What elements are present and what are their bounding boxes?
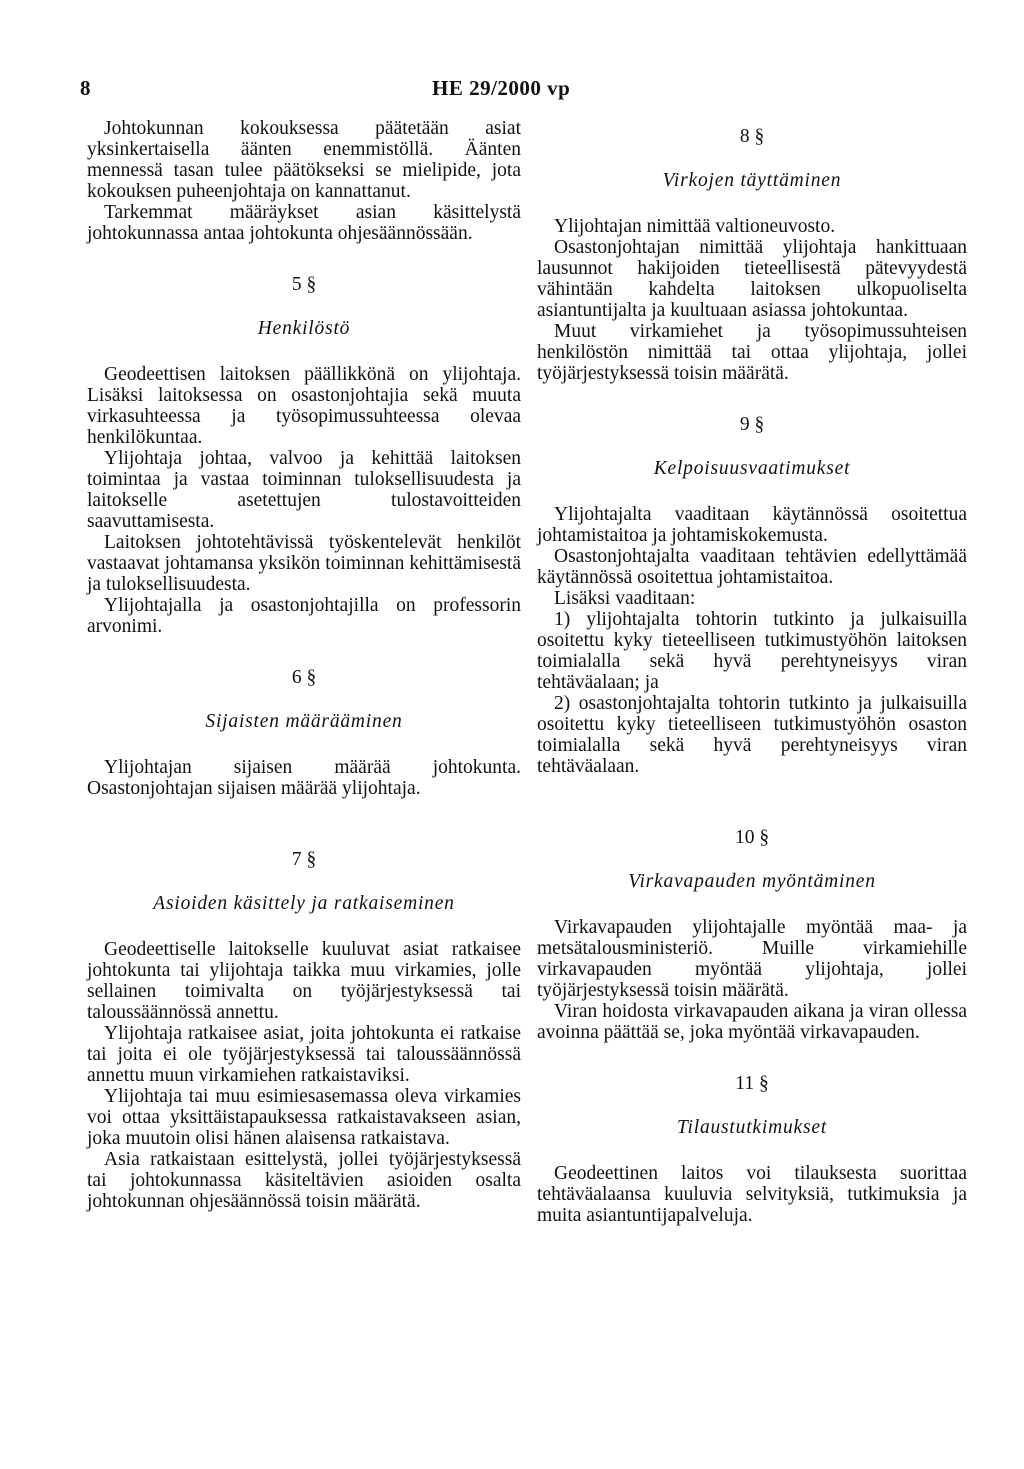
section-number: 9 § [739,414,765,435]
section-title: Asioiden käsittely ja ratkaiseminen [153,893,455,914]
paragraph: Ylijohtajalta vaaditaan käytännössä osoitettua johtamistaitoa ja johtamiskokemusta. [537,504,967,546]
section-title: Virkavapauden myöntäminen [628,871,876,892]
section-6 [87,667,521,732]
paragraph: Ylijohtaja ratkaisee asiat, joita johtokunta ei ratkaise tai joita ei ole työjärjestyksessä tai taloussäännössä annettu muun virkamiehen ratkaistaviksi. [87,1023,521,1086]
section-title: Virkojen täyttäminen [662,170,842,191]
section-number: 8 § [739,126,765,147]
section-number: 10 § [734,827,770,848]
paragraph: Geodeettiselle laitokselle kuuluvat asiat ratkaisee johtokunta tai ylijohtaja taikka muu virkamies, jolle sellainen toimivalta on työjärjestyksessä tai taloussäännössä annettu. [87,939,521,1023]
paragraph: Ylijohtaja johtaa, valvoo ja kehittää laitoksen toimintaa ja vastaa toiminnan tuloksellisuudesta ja laitokselle asetettujen tulostavoitteiden saavuttamisesta. [87,448,521,532]
right-column [537,118,967,1226]
paragraph: Ylijohtajan nimittää valtioneuvosto. [554,216,836,237]
paragraph: Virkavapauden ylijohtajalle myöntää maa- ja metsätalousministeriö. Muille virkamiehille virkavapauden myöntää ylijohtaja, jollei työjärjestyksessä toisin määrätä. [537,917,967,1001]
section-7 [87,849,521,914]
section-title: Kelpoisuusvaatimukset [653,458,851,479]
paragraph: Osastonjohtajalta vaaditaan tehtävien edellyttämää käytännössä osoitettua johtamistaitoa. [537,546,967,588]
paragraph: Laitoksen johtotehtävissä työskentelevät henkilöt vastaavat johtamansa yksikön toiminnan kehittämisestä ja tuloksellisuudesta. [87,532,521,595]
paragraph: Ylijohtaja tai muu esimiesasemassa oleva virkamies voi ottaa yksittäistapauksessa ratkaistavakseen asian, joka muutoin olisi hänen alaisensa ratkaistava. [87,1086,521,1149]
section-5 [87,274,521,339]
paragraph: Geodeettisen laitoksen päällikkönä on ylijohtaja. Lisäksi laitoksessa on osastonjohtajia sekä muuta virkasuhteessa ja työsopimussuhteessa olevaa henkilökuntaa. [87,364,521,448]
paragraph: Lisäksi vaaditaan: [554,588,696,609]
paragraph: Ylijohtajalla ja osastonjohtajilla on professorin arvonimi. [87,595,521,637]
section-number: 7 § [291,849,317,870]
section-9 [537,414,967,479]
section-number: 11 § [735,1073,769,1094]
left-column [87,118,521,1212]
section-11 [537,1073,967,1138]
section-number: 6 § [291,667,317,688]
section-8 [537,126,967,191]
paragraph: Geodeettinen laitos voi tilauksesta suorittaa tehtäväalaansa kuuluvia selvityksiä, tutkimuksia ja muita asiantuntijapalveluja. [537,1163,967,1226]
section-title: Tilaustutkimukset [676,1117,828,1138]
paragraph: Asia ratkaistaan esittelystä, jollei työjärjestyksessä tai johtokunnassa käsiteltävien asioiden osalta johtokunnan ohjesäännössä toisin määrätä. [87,1149,521,1212]
paragraph: Tarkemmat määräykset asian käsittelystä johtokunnassa antaa johtokunta ohjesäännössään. [87,202,521,244]
list-item: 1) ylijohtajalta tohtorin tutkinto ja julkaisuilla osoitettu kyky tieteelliseen tutkimustyöhön laitoksen toimialalla sekä hyvä perehtyneisyys viran tehtäväalaan; ja [537,609,967,693]
paragraph: Osastonjohtajan nimittää ylijohtaja hankittuaan lausunnot hakijoiden tieteellisestä pätevyydestä vähintään kahdelta laitoksen ulkopuoliselta asiantuntijalta ja kuultuaan asiassa johtokuntaa. [537,237,967,321]
paragraph: Ylijohtajan sijaisen määrää johtokunta. Osastonjohtajan sijaisen määrää ylijohtaja. [87,757,521,799]
paragraph: Johtokunnan kokouksessa päätetään asiat yksinkertaisella äänten enemmistöllä. Äänten mennessä tasan tulee päätökseksi se mielipide, jota kokouksen puheenjohtaja on kannattanut. [87,118,521,202]
page-number: 8 [80,76,91,100]
section-number: 5 § [291,274,317,295]
paragraph: Viran hoidosta virkavapauden aikana ja viran ollessa avoinna päättää se, joka myöntää virkavapauden. [537,1001,967,1043]
section-title: Sijaisten määrääminen [205,711,403,732]
list-item: 2) osastonjohtajalta tohtorin tutkinto ja julkaisuilla osoitettu kyky tieteelliseen tutkimustyöhön osaston toimialalla sekä hyvä perehtyneisyys viran tehtäväalaan. [537,693,967,777]
document-id: HE 29/2000 vp [432,76,571,100]
section-10 [537,827,967,892]
section-title: Henkilöstö [257,318,351,339]
paragraph: Muut virkamiehet ja työsopimussuhteisen henkilöstön nimittää tai ottaa ylijohtaja, jollei työjärjestyksessä toisin määrätä. [537,321,967,384]
